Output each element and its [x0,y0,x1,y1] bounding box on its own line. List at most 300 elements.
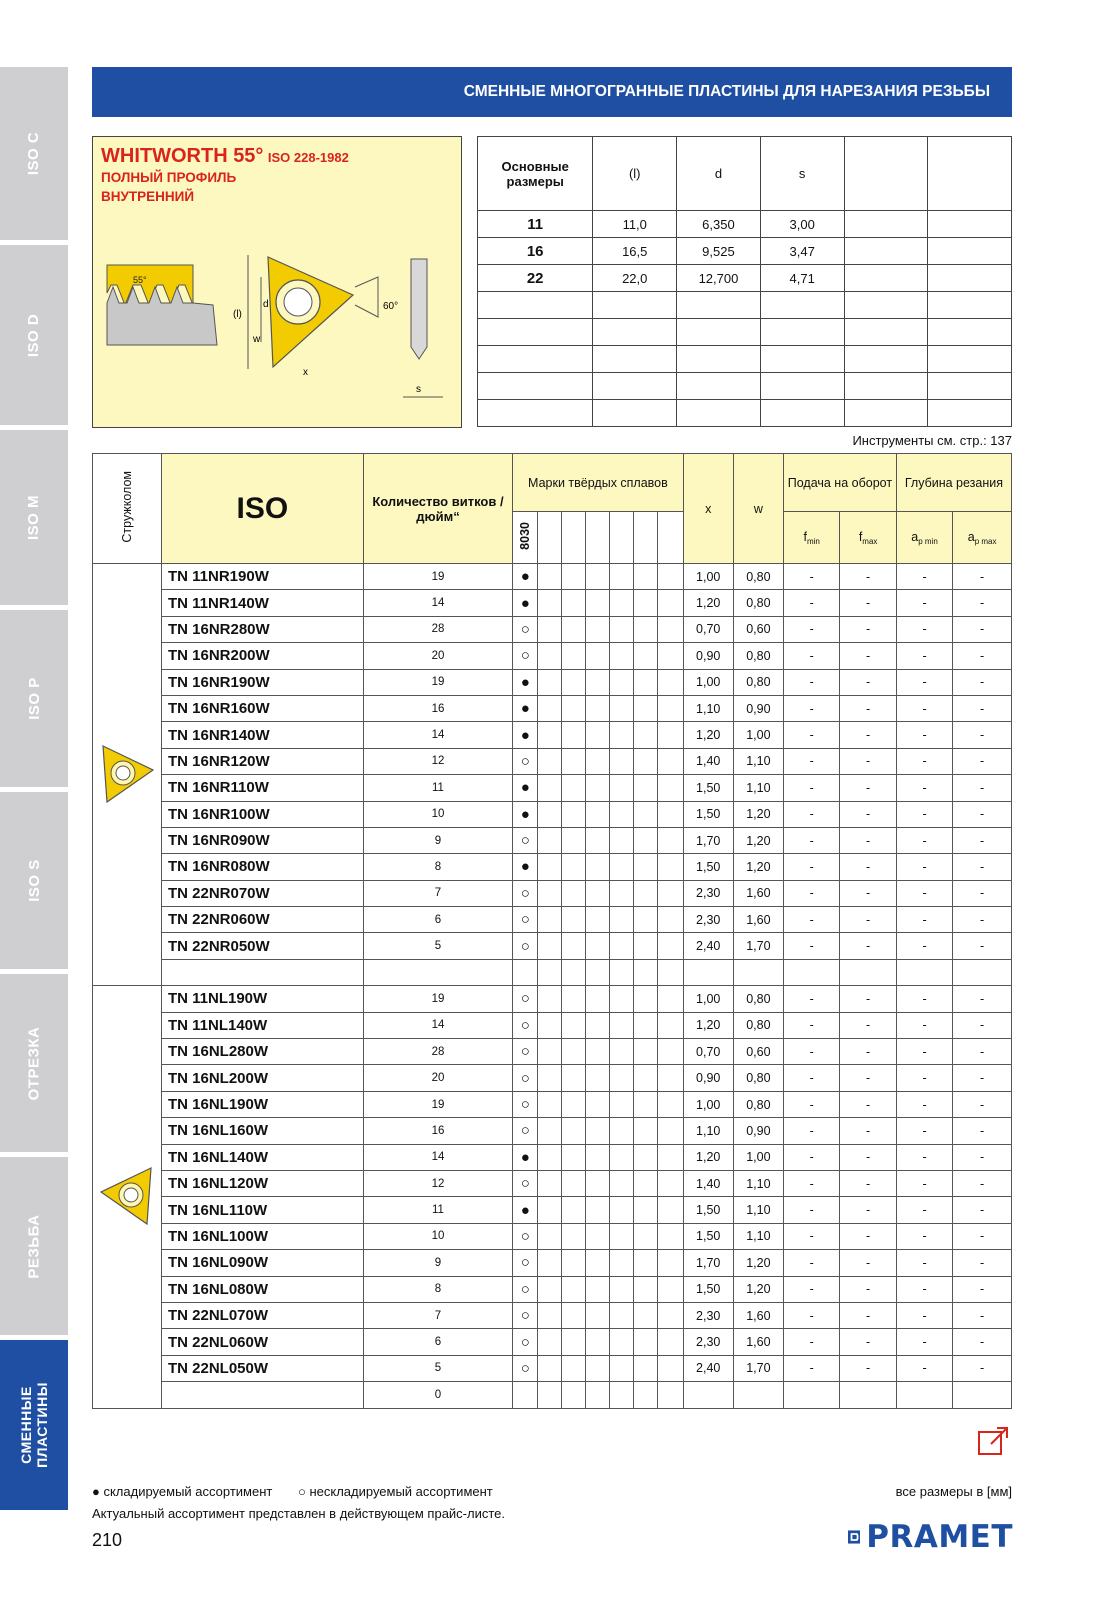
w-value: 0,80 [733,1091,783,1117]
w-value: 1,20 [733,854,783,880]
grade-empty-cell [658,775,683,801]
dims-header: d [677,137,761,211]
apmin-value: - [896,854,952,880]
grade-8030-availability: ○ [513,1355,538,1381]
col-fmin: $f_{min}$ [783,512,839,564]
apmax-value: - [953,1355,1012,1381]
grade-empty-cell [586,775,610,801]
grade-empty-cell [538,1302,562,1328]
w-value: 1,10 [733,1223,783,1249]
col-grade-empty [562,512,586,564]
insert-code: TN 16NL100W [161,1223,363,1249]
grade-empty-cell [562,1065,586,1091]
side-tab-label: ISO M [25,494,43,541]
fmin-value [783,959,839,985]
grade-empty-cell [634,827,658,853]
grade-empty-cell [586,1039,610,1065]
fmax-value: - [840,564,896,590]
dims-cell [677,319,761,346]
insert-code: TN 16NL090W [161,1250,363,1276]
dims-header [844,137,928,211]
grade-empty-cell [586,1276,610,1302]
grade-empty-cell [658,1223,683,1249]
dims-cell [677,346,761,373]
side-tab-6[interactable] [0,1157,68,1335]
threads-per-inch: 12 [363,1170,512,1196]
grade-8030-availability [513,1382,538,1408]
grade-empty-cell [610,1039,634,1065]
insert-code: TN 16NL200W [161,1065,363,1091]
grade-empty-cell [634,1355,658,1381]
grade-empty-cell [538,1276,562,1302]
x-value: 2,30 [683,880,733,906]
dims-cell [760,292,844,319]
x-value: 1,20 [683,590,733,616]
grade-8030-availability: ○ [513,1039,538,1065]
fmin-value: - [783,1250,839,1276]
threads-per-inch: 8 [363,854,512,880]
dims-cell: 9,525 [677,238,761,265]
dims-row [478,211,1012,238]
grade-empty-cell [586,722,610,748]
side-tab-3[interactable] [0,610,68,787]
grade-empty-cell [658,564,683,590]
grade-empty-cell [634,643,658,669]
apmax-value: - [953,564,1012,590]
dims-cell: 11 [478,211,593,238]
x-value: 2,30 [683,1329,733,1355]
grade-empty-cell [586,880,610,906]
grade-empty-cell [634,1170,658,1196]
external-link-icon[interactable] [977,1424,1011,1458]
x-value: 1,70 [683,827,733,853]
w-value: 1,60 [733,1329,783,1355]
dims-cell [593,400,677,427]
grade-empty-cell [562,1223,586,1249]
apmin-value: - [896,1039,952,1065]
grade-empty-cell [610,1065,634,1091]
grade-empty-cell [658,801,683,827]
col-feed: Подача на оборот [783,454,896,512]
grade-empty-cell [562,959,586,985]
insert-code: TN 11NL190W [161,986,363,1012]
col-apmin: $a_{p min}$ [896,512,952,564]
side-tab-2[interactable] [0,430,68,605]
grade-empty-cell [634,1144,658,1170]
x-value: 1,20 [683,1144,733,1170]
col-chipbreaker: Стружколом [93,454,162,564]
apmax-value: - [953,880,1012,906]
table-row [93,1302,1012,1328]
table-row [93,827,1012,853]
dims-cell [928,346,1012,373]
dims-cell: 22 [478,265,593,292]
legend [92,1484,515,1499]
threads-per-inch: 7 [363,880,512,906]
threads-per-inch: 20 [363,643,512,669]
fmin-value: - [783,669,839,695]
grade-empty-cell [634,933,658,959]
grade-empty-cell [634,1276,658,1302]
col-depth: Глубина резания [896,454,1011,512]
table-row [93,669,1012,695]
col-x: x [683,454,733,564]
w-value: 0,80 [733,986,783,1012]
threads-per-inch: 7 [363,1302,512,1328]
grade-empty-cell [562,801,586,827]
insert-code: TN 16NR100W [161,801,363,827]
profile-standard: ISO 228-1982 [267,150,349,165]
apmax-value: - [953,1118,1012,1144]
grade-empty-cell [538,986,562,1012]
dims-cell [928,319,1012,346]
dims-cell [478,373,593,400]
grade-empty-cell [610,748,634,774]
apmin-value: - [896,827,952,853]
grade-empty-cell [658,1144,683,1170]
table-row [93,1170,1012,1196]
tools-reference: Инструменты см. стр.: 137 [852,433,1012,448]
x-value: 1,20 [683,722,733,748]
grade-empty-cell [610,827,634,853]
grade-empty-cell [562,775,586,801]
grade-empty-cell [538,801,562,827]
x-value: 0,90 [683,643,733,669]
fmax-value: - [840,1170,896,1196]
grade-empty-cell [634,1118,658,1144]
w-value: 0,60 [733,616,783,642]
angle-55-label: 55° [133,275,147,285]
grade-empty-cell [658,827,683,853]
dims-row [478,292,1012,319]
fmax-value: - [840,880,896,906]
dims-cell [844,265,928,292]
threads-per-inch: 10 [363,801,512,827]
grade-empty-cell [634,1091,658,1117]
threads-per-inch: 6 [363,907,512,933]
grade-empty-cell [562,643,586,669]
fmin-value: - [783,695,839,721]
grade-empty-cell [610,801,634,827]
grade-empty-cell [658,722,683,748]
w-value: 1,60 [733,880,783,906]
grade-8030-availability: ● [513,854,538,880]
grade-8030-availability: ○ [513,1276,538,1302]
fmin-value: - [783,986,839,1012]
grade-empty-cell [610,669,634,695]
x-value: 1,10 [683,1118,733,1144]
grade-empty-cell [538,1091,562,1117]
dims-cell: 4,71 [760,265,844,292]
dim-l-label: (l) [233,309,242,320]
grade-empty-cell [610,564,634,590]
grade-empty-cell [610,854,634,880]
table-row [93,1197,1012,1223]
fmin-value: - [783,722,839,748]
table-row [93,1382,1012,1408]
col-fmax: $f_{max}$ [840,512,896,564]
table-row [93,1223,1012,1249]
grade-empty-cell [586,1144,610,1170]
grade-empty-cell [658,748,683,774]
apmin-value: - [896,1197,952,1223]
grade-empty-cell [562,1039,586,1065]
grade-empty-cell [586,907,610,933]
apmin-value: - [896,1170,952,1196]
apmin-value: - [896,986,952,1012]
insert-code: TN 22NR070W [161,880,363,906]
grade-empty-cell [610,1197,634,1223]
grade-empty-cell [562,695,586,721]
profile-title [101,145,349,206]
grade-empty-cell [562,1329,586,1355]
profile-direction: ВНУТРЕННИЙ [101,189,195,204]
grade-empty-cell [562,1144,586,1170]
grade-empty-cell [562,1302,586,1328]
fmin-value: - [783,1118,839,1144]
grade-empty-cell [538,643,562,669]
grade-empty-cell [538,880,562,906]
side-tab-0[interactable] [0,67,68,240]
grade-empty-cell [562,1012,586,1038]
fmax-value: - [840,1065,896,1091]
side-tab-5[interactable] [0,974,68,1152]
grade-empty-cell [538,959,562,985]
grade-empty-cell [634,1382,658,1408]
side-tab-4[interactable] [0,792,68,969]
grade-empty-cell [634,1302,658,1328]
insert-code: TN 16NL140W [161,1144,363,1170]
dims-cell [844,346,928,373]
chipbreaker-right-hand [93,564,162,986]
apmax-value: - [953,827,1012,853]
apmax-value: - [953,1329,1012,1355]
table-row [93,1065,1012,1091]
threads-per-inch: 20 [363,1065,512,1091]
fmin-value: - [783,564,839,590]
side-tab-label: ОТРЕЗКА [25,1026,43,1100]
insert-code: TN 22NL050W [161,1355,363,1381]
threads-per-inch: 19 [363,1091,512,1117]
table-row [93,907,1012,933]
x-value: 1,00 [683,564,733,590]
grade-empty-cell [586,1170,610,1196]
grade-empty-cell [538,1382,562,1408]
grade-empty-cell [634,1039,658,1065]
grade-empty-cell [562,1355,586,1381]
grade-empty-cell [634,880,658,906]
threads-per-inch: 14 [363,590,512,616]
grade-8030-availability: ○ [513,907,538,933]
grade-empty-cell [658,1329,683,1355]
grade-empty-cell [634,722,658,748]
grade-empty-cell [610,1250,634,1276]
threads-per-inch: 19 [363,669,512,695]
dims-cell [677,400,761,427]
dims-cell: 6,350 [677,211,761,238]
grade-8030-availability: ○ [513,643,538,669]
grade-empty-cell [538,1144,562,1170]
grade-empty-cell [538,1197,562,1223]
grade-empty-cell [562,1250,586,1276]
apmin-value: - [896,564,952,590]
grade-empty-cell [610,959,634,985]
table-row [93,1144,1012,1170]
apmin-value: - [896,775,952,801]
grade-empty-cell [562,748,586,774]
grade-empty-cell [634,1197,658,1223]
units-note: все размеры в [мм] [895,1484,1012,1499]
side-tab-7[interactable] [0,1340,68,1510]
fmax-value: - [840,986,896,1012]
apmin-value: - [896,1355,952,1381]
col-iso: ISO [161,454,363,564]
threads-per-inch: 14 [363,722,512,748]
dims-cell [928,400,1012,427]
dims-cell [928,265,1012,292]
x-value: 0,90 [683,1065,733,1091]
col-grades: Марки твёрдых сплавов [513,454,683,512]
grade-8030-availability: ○ [513,1223,538,1249]
apmax-value: - [953,1223,1012,1249]
insert-code: TN 16NR080W [161,854,363,880]
grade-empty-cell [658,1302,683,1328]
grade-8030-availability: ○ [513,616,538,642]
w-value: 1,60 [733,907,783,933]
w-value: 1,60 [733,1302,783,1328]
table-row [93,616,1012,642]
grade-empty-cell [634,1250,658,1276]
side-tab-1[interactable] [0,245,68,425]
fmax-value: - [840,1355,896,1381]
grade-empty-cell [586,1223,610,1249]
col-grade-empty [586,512,610,564]
insert-code: TN 22NL060W [161,1329,363,1355]
grade-empty-cell [538,1012,562,1038]
dims-cell [478,400,593,427]
x-value: 2,30 [683,1302,733,1328]
fmin-value [783,1382,839,1408]
dims-cell [478,319,593,346]
fmin-value: - [783,907,839,933]
apmax-value: - [953,1276,1012,1302]
grade-empty-cell [610,1329,634,1355]
inserts-table [92,453,1012,1409]
dims-cell [478,346,593,373]
grade-empty-cell [610,907,634,933]
apmax-value: - [953,1144,1012,1170]
w-value: 0,80 [733,669,783,695]
dims-cell [760,346,844,373]
dim-w-label: w [253,334,261,345]
grade-empty-cell [586,643,610,669]
table-row [93,1250,1012,1276]
threads-per-inch: 9 [363,827,512,853]
x-value: 2,30 [683,907,733,933]
apmin-value: - [896,1302,952,1328]
dims-cell [478,292,593,319]
grade-empty-cell [562,1276,586,1302]
dims-cell [844,238,928,265]
insert-code: TN 16NR280W [161,616,363,642]
grade-empty-cell [634,748,658,774]
fmax-value: - [840,1144,896,1170]
grade-empty-cell [658,854,683,880]
basic-dimensions-table [477,136,1012,427]
dim-s-label: s [416,384,421,395]
fmax-value: - [840,854,896,880]
dims-cell: 12,700 [677,265,761,292]
grade-empty-cell [634,959,658,985]
grade-empty-cell [610,933,634,959]
dims-cell [928,292,1012,319]
w-value: 0,60 [733,1039,783,1065]
grade-8030-availability: ○ [513,1118,538,1144]
w-value: 1,00 [733,1144,783,1170]
x-value: 2,40 [683,1355,733,1381]
fmin-value: - [783,616,839,642]
grade-empty-cell [610,880,634,906]
apmin-value: - [896,1091,952,1117]
x-value: 1,10 [683,695,733,721]
grade-8030-availability: ○ [513,1012,538,1038]
threads-per-inch: 28 [363,1039,512,1065]
table-row [93,880,1012,906]
grade-empty-cell [634,907,658,933]
grade-empty-cell [658,986,683,1012]
threads-per-inch: 19 [363,986,512,1012]
threads-per-inch: 12 [363,748,512,774]
grade-8030-availability: ○ [513,1091,538,1117]
threads-per-inch: 6 [363,1329,512,1355]
grade-8030-availability: ○ [513,880,538,906]
grade-empty-cell [634,1065,658,1091]
grade-empty-cell [586,1197,610,1223]
side-tab-label: ISO C [25,131,43,176]
fmin-value: - [783,1302,839,1328]
fmin-value: - [783,1355,839,1381]
grade-8030-availability: ○ [513,1250,538,1276]
fmax-value: - [840,590,896,616]
grade-empty-cell [658,1012,683,1038]
grade-empty-cell [610,1091,634,1117]
table-row [93,986,1012,1012]
x-value: 1,70 [683,1250,733,1276]
w-value: 0,90 [733,1118,783,1144]
grade-empty-cell [586,854,610,880]
grade-8030-availability: ● [513,669,538,695]
table-row [93,801,1012,827]
grade-empty-cell [610,1223,634,1249]
table-row [93,775,1012,801]
fmax-value: - [840,1302,896,1328]
grade-empty-cell [610,643,634,669]
insert-code: TN 16NL110W [161,1197,363,1223]
grade-8030-availability: ● [513,695,538,721]
apmax-value: - [953,1250,1012,1276]
availability-note: Актуальный ассортимент представлен в действующем прайс-листе. [92,1506,506,1521]
grade-empty-cell [658,1091,683,1117]
dims-cell [593,319,677,346]
grade-empty-cell [538,907,562,933]
col-grade-8030: 8030 [513,512,538,564]
table-row [93,722,1012,748]
insert-side-view [411,259,427,359]
grade-empty-cell [586,1382,610,1408]
apmax-value: - [953,722,1012,748]
grade-empty-cell [586,933,610,959]
apmax-value: - [953,1012,1012,1038]
